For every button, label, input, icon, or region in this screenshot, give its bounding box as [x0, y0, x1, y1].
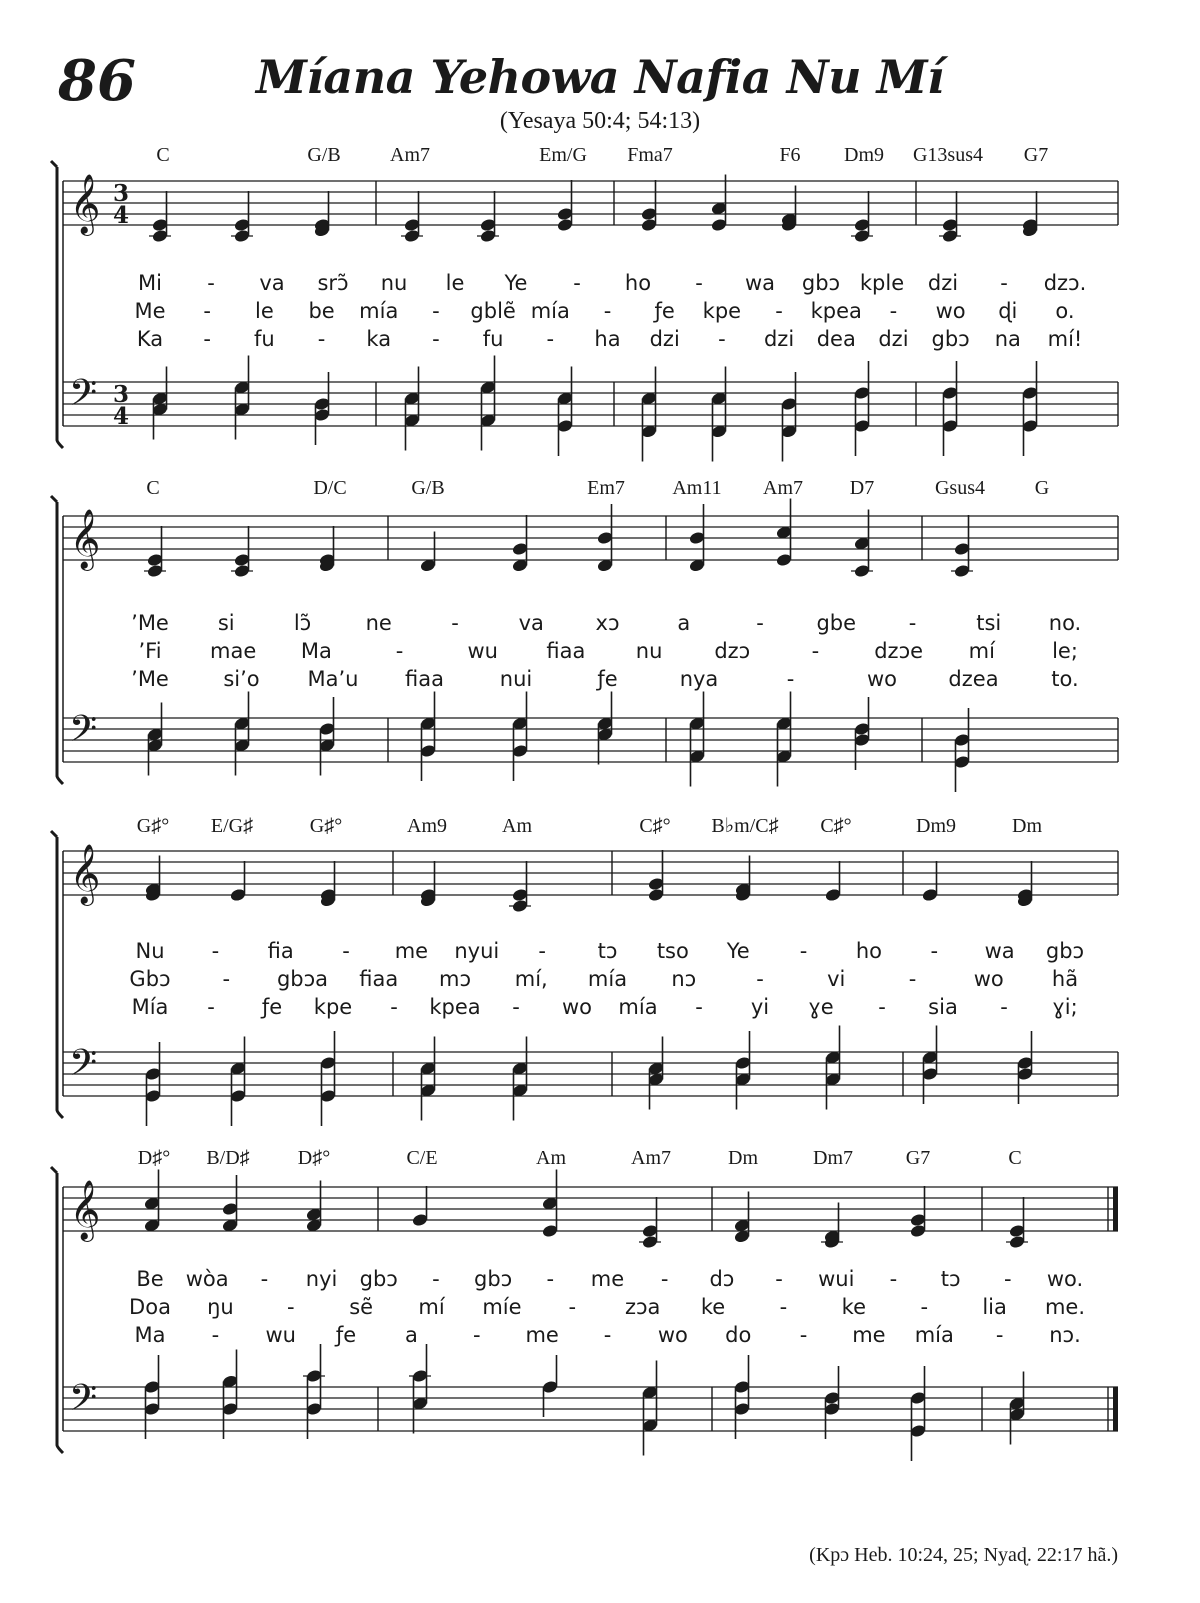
lyric-hyphen: -	[878, 995, 886, 1019]
lyric-syllable: fu	[254, 327, 275, 351]
lyric-hyphen: -	[775, 1267, 783, 1291]
footer-references: (Kpɔ Heb. 10:24, 25; Nyaɖ. 22:17 hã.)	[809, 1544, 1118, 1566]
lyric-syllable: kpe	[313, 995, 353, 1019]
final-barline-thick	[1113, 1187, 1118, 1231]
chord-symbol: C	[146, 477, 160, 499]
lyric-syllable: ho	[855, 939, 883, 963]
scripture-reference: (Yesaya 50:4; 54:13)	[499, 108, 701, 134]
lyric-hyphen: -	[568, 1295, 577, 1319]
lyric-syllable: wo	[973, 967, 1004, 991]
chord-symbol: Dm	[728, 1147, 758, 1169]
lyric-hyphen: -	[1004, 1267, 1012, 1291]
lyric-syllable: kpea	[429, 995, 481, 1019]
lyric-hyphen: -	[660, 1267, 669, 1291]
lyric-syllable: ’Me	[131, 667, 169, 691]
chord-symbol: D♯°	[137, 1147, 171, 1169]
lyric-syllable: Ma’u	[307, 667, 359, 691]
lyric-syllable: mía	[359, 299, 399, 323]
lyric-syllable: si	[217, 611, 235, 635]
lyric-syllable: ŋu	[207, 1295, 234, 1319]
treble-clef: 𝄞	[69, 844, 101, 904]
lyric-hyphen: -	[779, 1295, 788, 1319]
lyric-syllable: wo	[657, 1323, 688, 1347]
lyric-hyphen: -	[908, 611, 917, 635]
lyric-hyphen: -	[811, 639, 820, 663]
lyric-hyphen: -	[390, 995, 398, 1019]
lyric-syllable: gbɔ	[931, 327, 970, 351]
lyric-syllable: gbɔ	[1045, 939, 1085, 963]
lyric-hyphen: -	[799, 1323, 808, 1347]
chord-symbol: Em7	[587, 477, 625, 499]
lyric-hyphen: -	[395, 639, 404, 663]
lyric-syllable: kpe	[702, 299, 742, 323]
chord-symbol: D/C	[313, 477, 347, 499]
lyric-syllable: tso	[656, 939, 689, 963]
lyric-syllable: a	[677, 611, 691, 635]
lyric-hyphen: -	[603, 1323, 612, 1347]
chord-symbol: E/G♯	[210, 815, 254, 837]
lyric-syllable: dzɔe	[874, 639, 924, 663]
lyric-hyphen: -	[432, 1267, 440, 1291]
system-bracket	[51, 496, 63, 784]
chord-symbol: D♯°	[297, 1147, 331, 1169]
lyric-syllable: Nu	[135, 939, 165, 963]
bass-clef: 𝄢	[68, 372, 98, 423]
lyric-syllable: si’o	[223, 667, 260, 691]
chord-symbol: Am7	[390, 144, 430, 166]
lyric-syllable: lɔ̃	[293, 611, 312, 635]
lyric-hyphen: -	[908, 967, 917, 991]
lyric-hyphen: -	[203, 327, 211, 351]
lyric-syllable: tɔ	[940, 1267, 961, 1291]
lyric-hyphen: -	[756, 611, 764, 635]
lyric-hyphen: -	[786, 667, 795, 691]
lyric-hyphen: -	[756, 967, 764, 991]
lyric-syllable: to.	[1051, 667, 1079, 691]
chord-symbol: Dm7	[813, 1147, 853, 1169]
lyric-syllable: gblẽ	[470, 299, 516, 323]
chord-symbol: Am7	[763, 477, 803, 499]
bass-time-signature-top: 3	[112, 381, 130, 408]
treble-clef: 𝄞	[69, 1180, 101, 1240]
lyric-syllable: ’Fi	[138, 639, 162, 663]
lyric-syllable: wòa	[185, 1267, 229, 1291]
chord-symbol: C	[156, 144, 170, 166]
chord-symbol: C♯°	[820, 815, 852, 837]
system-bracket	[51, 161, 63, 448]
lyric-syllable: fia	[267, 939, 294, 963]
lyric-syllable: le;	[1052, 639, 1078, 663]
lyric-hyphen: -	[207, 995, 215, 1019]
lyric-syllable: Ye	[726, 939, 750, 963]
chord-symbol: B/D♯	[206, 1147, 250, 1169]
lyric-syllable: dzi	[927, 271, 959, 295]
lyric-syllable: Gbɔ	[129, 967, 171, 991]
lyric-syllable: le	[445, 271, 465, 295]
lyric-syllable: dzɔ.	[1043, 271, 1087, 295]
lyric-syllable: Mía	[131, 995, 169, 1019]
lyric-syllable: Mi	[138, 271, 162, 295]
lyric-hyphen: -	[546, 1267, 555, 1291]
lyric-syllable: nɔ	[671, 967, 697, 991]
system-bracket	[51, 1167, 63, 1453]
lyric-syllable: be	[308, 299, 335, 323]
lyric-syllable: va	[518, 611, 544, 635]
lyric-hyphen: -	[342, 939, 350, 963]
bass-clef: 𝄢	[68, 708, 98, 759]
lyric-syllable: mɔ	[439, 967, 471, 991]
lyric-syllable: Ma	[134, 1323, 166, 1347]
lyric-syllable: dzea	[948, 667, 999, 691]
lyric-syllable: sia	[928, 995, 958, 1019]
lyric-syllable: Doa	[129, 1295, 171, 1319]
lyric-hyphen: -	[286, 1295, 295, 1319]
lyric-syllable: o.	[1055, 299, 1075, 323]
lyric-syllable: srɔ̃	[317, 271, 349, 295]
chord-symbol: G/B	[411, 477, 445, 499]
bass-clef: 𝄢	[68, 1042, 98, 1093]
lyric-syllable: me	[852, 1323, 886, 1347]
lyric-hyphen: -	[603, 299, 612, 323]
lyric-syllable: Me	[134, 299, 166, 323]
lyric-hyphen: -	[472, 1323, 481, 1347]
chord-symbol: Dm	[1012, 815, 1042, 837]
lyric-syllable: nyi	[305, 1267, 338, 1291]
lyric-hyphen: -	[222, 967, 231, 991]
lyric-hyphen: -	[930, 939, 939, 963]
lyric-hyphen: -	[995, 1323, 1004, 1347]
chord-symbol: Am	[536, 1147, 566, 1169]
lyric-syllable: wu	[467, 639, 498, 663]
lyric-syllable: ne	[365, 611, 392, 635]
lyric-syllable: va	[259, 271, 285, 295]
lyric-syllable: mí!	[1047, 327, 1083, 351]
chord-symbol: Am7	[631, 1147, 671, 1169]
lyric-syllable: ke	[700, 1295, 726, 1319]
chord-symbol: G	[1034, 477, 1050, 499]
lyric-hyphen: -	[573, 271, 581, 295]
lyric-syllable: xɔ	[595, 611, 620, 635]
lyric-syllable: ka	[366, 327, 392, 351]
chord-symbol: G13sus4	[912, 144, 984, 166]
lyric-hyphen: -	[432, 327, 440, 351]
lyric-syllable: ƒe	[335, 1323, 357, 1347]
chord-symbol: Am	[502, 815, 532, 837]
lyric-hyphen: -	[799, 939, 808, 963]
lyric-syllable: ke	[841, 1295, 867, 1319]
lyric-syllable: ho	[624, 271, 652, 295]
lyric-syllable: wa	[744, 271, 776, 295]
lyric-syllable: Ma	[300, 639, 332, 663]
lyric-syllable: hã	[1051, 967, 1079, 991]
lyric-syllable: lia	[982, 1295, 1007, 1319]
chord-symbol: B♭m/C♯	[711, 815, 779, 837]
lyric-syllable: le	[254, 299, 274, 323]
lyric-hyphen: -	[1000, 271, 1008, 295]
lyric-syllable: zɔa	[624, 1295, 661, 1319]
lyric-syllable: mía	[587, 967, 628, 991]
lyric-syllable: me.	[1044, 1295, 1086, 1319]
lyric-syllable: nu	[635, 639, 663, 663]
lyric-hyphen: -	[207, 271, 215, 295]
lyric-hyphen: -	[546, 327, 555, 351]
lyric-syllable: gbɔ	[474, 1267, 513, 1291]
chord-symbol: C♯°	[639, 815, 671, 837]
lyric-hyphen: -	[211, 1323, 220, 1347]
lyric-hyphen: -	[317, 327, 326, 351]
lyric-hyphen: -	[260, 1267, 269, 1291]
lyric-syllable: Ka	[136, 327, 164, 351]
lyric-syllable: dzi	[649, 327, 680, 351]
lyric-syllable: ƒe	[261, 995, 283, 1019]
lyric-syllable: fiaa	[359, 967, 399, 991]
lyric-hyphen: -	[512, 995, 520, 1019]
lyric-syllable: fiaa	[405, 667, 444, 691]
lyric-hyphen: -	[775, 299, 783, 323]
chord-symbol: Dm9	[844, 144, 884, 166]
lyric-syllable: mí,	[514, 967, 548, 991]
lyric-syllable: wu	[265, 1323, 296, 1347]
lyric-hyphen: -	[538, 939, 546, 963]
chord-symbol: G7	[905, 1147, 931, 1169]
lyric-syllable: do	[725, 1323, 752, 1347]
lyric-syllable: tɔ	[597, 939, 618, 963]
chord-symbol: Am11	[672, 477, 722, 499]
lyric-syllable: ha	[594, 327, 621, 351]
lyric-syllable: mae	[210, 639, 257, 663]
treble-clef: 𝄞	[69, 509, 101, 569]
lyric-syllable: dea	[816, 327, 856, 351]
lyric-syllable: mí	[418, 1295, 445, 1319]
lyric-syllable: wo	[866, 667, 898, 691]
lyric-syllable: kpea	[810, 299, 862, 323]
lyric-syllable: no.	[1048, 611, 1082, 635]
lyric-syllable: wo.	[1046, 1267, 1084, 1291]
lyric-hyphen: -	[211, 939, 220, 963]
lyric-syllable: dzɔ	[714, 639, 751, 663]
lyric-hyphen: -	[695, 271, 703, 295]
time-signature-bottom: 4	[112, 202, 130, 229]
lyric-syllable: dzi	[878, 327, 909, 351]
lyric-syllable: nɔ.	[1049, 1323, 1081, 1347]
lyric-syllable: gbɔ	[359, 1267, 398, 1291]
lyric-syllable: Ye	[504, 271, 528, 295]
hymn-number: 86	[58, 48, 136, 114]
lyric-syllable: a	[404, 1323, 418, 1347]
lyric-syllable: ɣe	[808, 995, 834, 1019]
lyric-syllable: ’Me	[131, 611, 169, 635]
chord-symbol: C	[1008, 1147, 1022, 1169]
lyric-syllable: dɔ	[709, 1267, 735, 1291]
chord-symbol: Em/G	[539, 144, 587, 166]
lyric-syllable: fiaa	[546, 639, 586, 663]
lyric-syllable: wui	[818, 1267, 855, 1291]
lyric-syllable: gbɔa	[276, 967, 329, 991]
lyric-hyphen: -	[695, 995, 703, 1019]
chord-symbol: Gsus4	[934, 477, 986, 499]
lyric-hyphen: -	[1000, 995, 1008, 1019]
lyric-syllable: vi	[827, 967, 846, 991]
lyric-syllable: nyui	[454, 939, 500, 963]
lyric-syllable: Be	[136, 1267, 164, 1291]
final-barline-thick	[1113, 1387, 1118, 1431]
lyric-syllable: míe	[482, 1295, 522, 1319]
chord-symbol: Am9	[407, 815, 447, 837]
lyric-syllable: me	[525, 1323, 559, 1347]
chord-symbol: G♯°	[136, 815, 170, 837]
lyric-hyphen: -	[718, 327, 726, 351]
system-bracket	[51, 831, 63, 1118]
time-signature-top: 3	[112, 180, 130, 207]
lyric-syllable: nui	[499, 667, 533, 691]
chord-symbol: Dm9	[916, 815, 956, 837]
lyric-hyphen: -	[451, 611, 459, 635]
lyric-syllable: ƒe	[654, 299, 675, 323]
lyric-syllable: me	[590, 1267, 625, 1291]
lyric-syllable: me	[394, 939, 429, 963]
chord-symbol: G♯°	[309, 815, 343, 837]
lyric-syllable: wa	[984, 939, 1015, 963]
lyric-hyphen: -	[203, 299, 211, 323]
lyric-syllable: ƒe	[597, 667, 618, 691]
lyric-syllable: yi	[750, 995, 770, 1019]
lyric-syllable: ɣi;	[1052, 995, 1078, 1019]
hymn-title: Míana Yehowa Nafia Nu Mí	[256, 50, 944, 104]
lyric-syllable: tsi	[976, 611, 1002, 635]
lyric-syllable: kple	[859, 271, 905, 295]
chord-symbol: Fma7	[627, 144, 673, 166]
lyric-hyphen: -	[920, 1295, 929, 1319]
lyric-hyphen: -	[432, 299, 440, 323]
lyric-syllable: nya	[679, 667, 719, 691]
lyric-syllable: wo	[561, 995, 593, 1019]
chord-symbol: G/B	[307, 144, 341, 166]
treble-clef: 𝄞	[69, 174, 101, 234]
lyric-hyphen: -	[889, 299, 898, 323]
bass-clef: 𝄢	[68, 1377, 98, 1428]
lyric-syllable: mí	[968, 639, 995, 663]
lyric-syllable: wo	[935, 299, 966, 323]
lyric-syllable: gbe	[816, 611, 857, 635]
lyric-syllable: na	[994, 327, 1021, 351]
lyric-syllable: ɖi	[998, 299, 1018, 323]
chord-symbol: F6	[779, 144, 801, 166]
lyric-syllable: mía	[618, 995, 658, 1019]
lyric-syllable: sẽ	[349, 1295, 374, 1319]
bass-time-signature-bottom: 4	[112, 403, 130, 430]
lyric-syllable: fu	[482, 327, 504, 351]
chord-symbol: D7	[849, 477, 875, 499]
lyric-hyphen: -	[889, 1267, 898, 1291]
lyric-syllable: gbɔ	[801, 271, 841, 295]
lyric-syllable: mía	[914, 1323, 954, 1347]
chord-symbol: G7	[1023, 144, 1049, 166]
chord-symbol: C/E	[406, 1147, 438, 1169]
lyric-syllable: nu	[380, 271, 408, 295]
lyric-syllable: mía	[530, 299, 570, 323]
lyric-syllable: dzi	[763, 327, 795, 351]
